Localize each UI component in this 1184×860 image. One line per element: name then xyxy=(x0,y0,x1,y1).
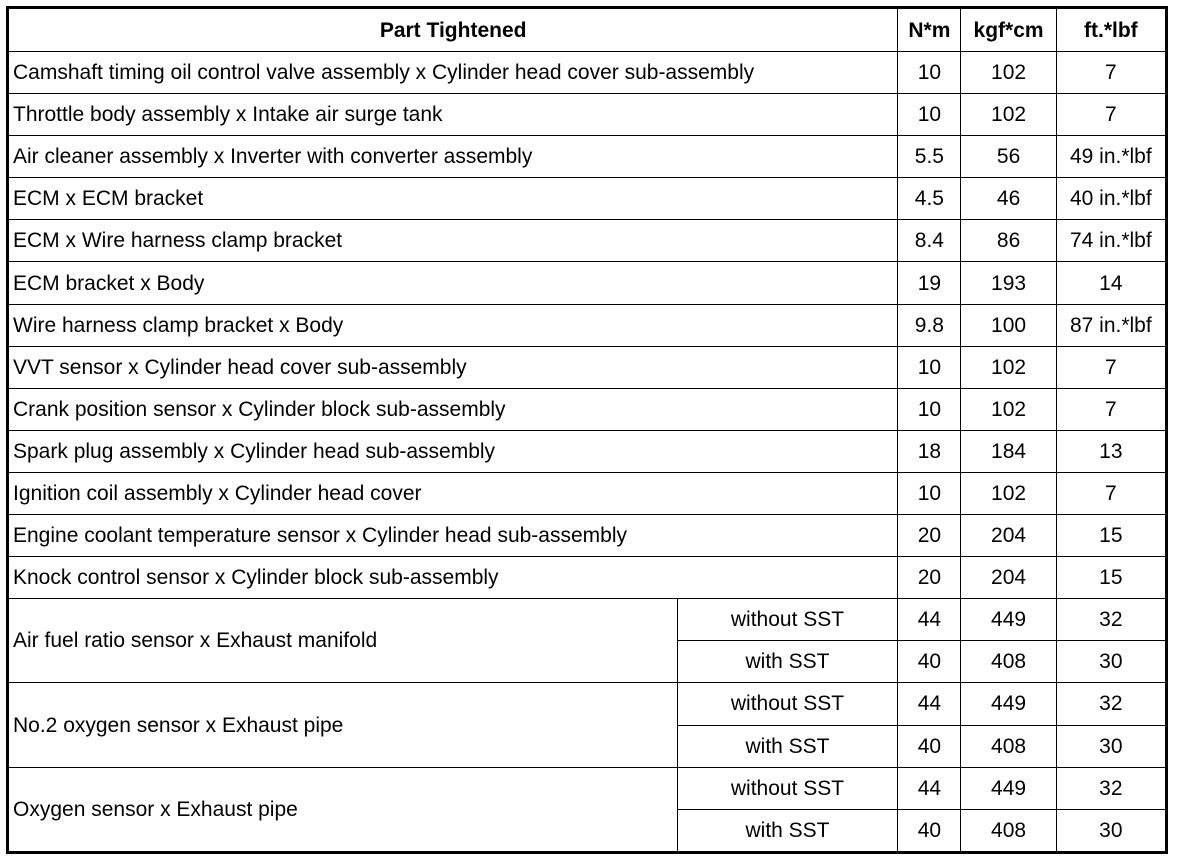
part-cell: ECM x Wire harness clamp bracket xyxy=(8,220,898,262)
part-cell: Camshaft timing oil control valve assembly x Cylinder head cover sub-assembly xyxy=(8,52,898,94)
ftlbf-cell: 7 xyxy=(1056,94,1166,136)
part-cell: Knock control sensor x Cylinder block sub-assembly xyxy=(8,557,898,599)
kgfcm-cell: 102 xyxy=(961,346,1056,388)
nm-cell: 40 xyxy=(898,641,961,683)
nm-cell: 20 xyxy=(898,515,961,557)
part-cell: VVT sensor x Cylinder head cover sub-assembly xyxy=(8,346,898,388)
ftlbf-cell: 32 xyxy=(1056,599,1166,641)
part-cell: Air fuel ratio sensor x Exhaust manifold xyxy=(8,599,678,683)
table-row xyxy=(8,94,1167,136)
ftlbf-cell: 7 xyxy=(1056,52,1166,94)
ftlbf-cell: 30 xyxy=(1056,641,1166,683)
table-row xyxy=(8,599,1167,641)
kgfcm-cell: 184 xyxy=(961,430,1056,472)
table-row xyxy=(8,430,1167,472)
ftlbf-cell: 7 xyxy=(1056,388,1166,430)
table-row xyxy=(8,683,1167,725)
header-ftlbf: ft.*lbf xyxy=(1056,8,1166,52)
ftlbf-cell: 15 xyxy=(1056,515,1166,557)
table-row xyxy=(8,304,1167,346)
nm-cell: 20 xyxy=(898,557,961,599)
ftlbf-cell: 14 xyxy=(1056,262,1166,304)
nm-cell: 10 xyxy=(898,388,961,430)
part-cell: Air cleaner assembly x Inverter with converter assembly xyxy=(8,136,898,178)
nm-cell: 44 xyxy=(898,599,961,641)
part-cell: Wire harness clamp bracket x Body xyxy=(8,304,898,346)
nm-cell: 10 xyxy=(898,94,961,136)
kgfcm-cell: 102 xyxy=(961,472,1056,514)
ftlbf-cell: 30 xyxy=(1056,725,1166,767)
kgfcm-cell: 102 xyxy=(961,52,1056,94)
nm-cell: 19 xyxy=(898,262,961,304)
nm-cell: 8.4 xyxy=(898,220,961,262)
kgfcm-cell: 193 xyxy=(961,262,1056,304)
part-cell: Spark plug assembly x Cylinder head sub-assembly xyxy=(8,430,898,472)
condition-cell: without SST xyxy=(677,599,898,641)
part-cell: Engine coolant temperature sensor x Cylinder head sub-assembly xyxy=(8,515,898,557)
ftlbf-cell: 32 xyxy=(1056,767,1166,809)
kgfcm-cell: 100 xyxy=(961,304,1056,346)
header-kgfcm: kgf*cm xyxy=(961,8,1056,52)
part-cell: Oxygen sensor x Exhaust pipe xyxy=(8,767,678,852)
condition-cell: without SST xyxy=(677,767,898,809)
kgfcm-cell: 449 xyxy=(961,599,1056,641)
table-row xyxy=(8,388,1167,430)
kgfcm-cell: 408 xyxy=(961,725,1056,767)
header-row xyxy=(8,8,1167,52)
nm-cell: 40 xyxy=(898,725,961,767)
table-row xyxy=(8,178,1167,220)
nm-cell: 10 xyxy=(898,472,961,514)
kgfcm-cell: 86 xyxy=(961,220,1056,262)
nm-cell: 5.5 xyxy=(898,136,961,178)
kgfcm-cell: 56 xyxy=(961,136,1056,178)
torque-spec-table xyxy=(6,6,1168,854)
table-row xyxy=(8,262,1167,304)
nm-cell: 10 xyxy=(898,346,961,388)
ftlbf-cell: 32 xyxy=(1056,683,1166,725)
condition-cell: with SST xyxy=(677,725,898,767)
part-cell: Crank position sensor x Cylinder block sub-assembly xyxy=(8,388,898,430)
table-row xyxy=(8,767,1167,809)
condition-cell: with SST xyxy=(677,641,898,683)
part-cell: Ignition coil assembly x Cylinder head cover xyxy=(8,472,898,514)
condition-cell: without SST xyxy=(677,683,898,725)
part-cell: ECM x ECM bracket xyxy=(8,178,898,220)
table-row xyxy=(8,346,1167,388)
header-part-tightened: Part Tightened xyxy=(8,8,898,52)
nm-cell: 44 xyxy=(898,767,961,809)
table-row xyxy=(8,220,1167,262)
nm-cell: 4.5 xyxy=(898,178,961,220)
nm-cell: 18 xyxy=(898,430,961,472)
nm-cell: 10 xyxy=(898,52,961,94)
kgfcm-cell: 204 xyxy=(961,515,1056,557)
kgfcm-cell: 102 xyxy=(961,94,1056,136)
header-nm: N*m xyxy=(898,8,961,52)
table-row xyxy=(8,472,1167,514)
kgfcm-cell: 449 xyxy=(961,767,1056,809)
table-row xyxy=(8,52,1167,94)
kgfcm-cell: 102 xyxy=(961,388,1056,430)
kgfcm-cell: 46 xyxy=(961,178,1056,220)
condition-cell: with SST xyxy=(677,809,898,852)
nm-cell: 44 xyxy=(898,683,961,725)
part-cell: ECM bracket x Body xyxy=(8,262,898,304)
kgfcm-cell: 449 xyxy=(961,683,1056,725)
ftlbf-cell: 74 in.*lbf xyxy=(1056,220,1166,262)
ftlbf-cell: 7 xyxy=(1056,472,1166,514)
kgfcm-cell: 408 xyxy=(961,809,1056,852)
table-row xyxy=(8,557,1167,599)
ftlbf-cell: 15 xyxy=(1056,557,1166,599)
table-row xyxy=(8,515,1167,557)
ftlbf-cell: 30 xyxy=(1056,809,1166,852)
nm-cell: 40 xyxy=(898,809,961,852)
ftlbf-cell: 87 in.*lbf xyxy=(1056,304,1166,346)
nm-cell: 9.8 xyxy=(898,304,961,346)
kgfcm-cell: 408 xyxy=(961,641,1056,683)
table-row xyxy=(8,136,1167,178)
ftlbf-cell: 49 in.*lbf xyxy=(1056,136,1166,178)
table-body xyxy=(8,52,1167,853)
kgfcm-cell: 204 xyxy=(961,557,1056,599)
ftlbf-cell: 40 in.*lbf xyxy=(1056,178,1166,220)
ftlbf-cell: 13 xyxy=(1056,430,1166,472)
ftlbf-cell: 7 xyxy=(1056,346,1166,388)
part-cell: Throttle body assembly x Intake air surge tank xyxy=(8,94,898,136)
part-cell: No.2 oxygen sensor x Exhaust pipe xyxy=(8,683,678,767)
